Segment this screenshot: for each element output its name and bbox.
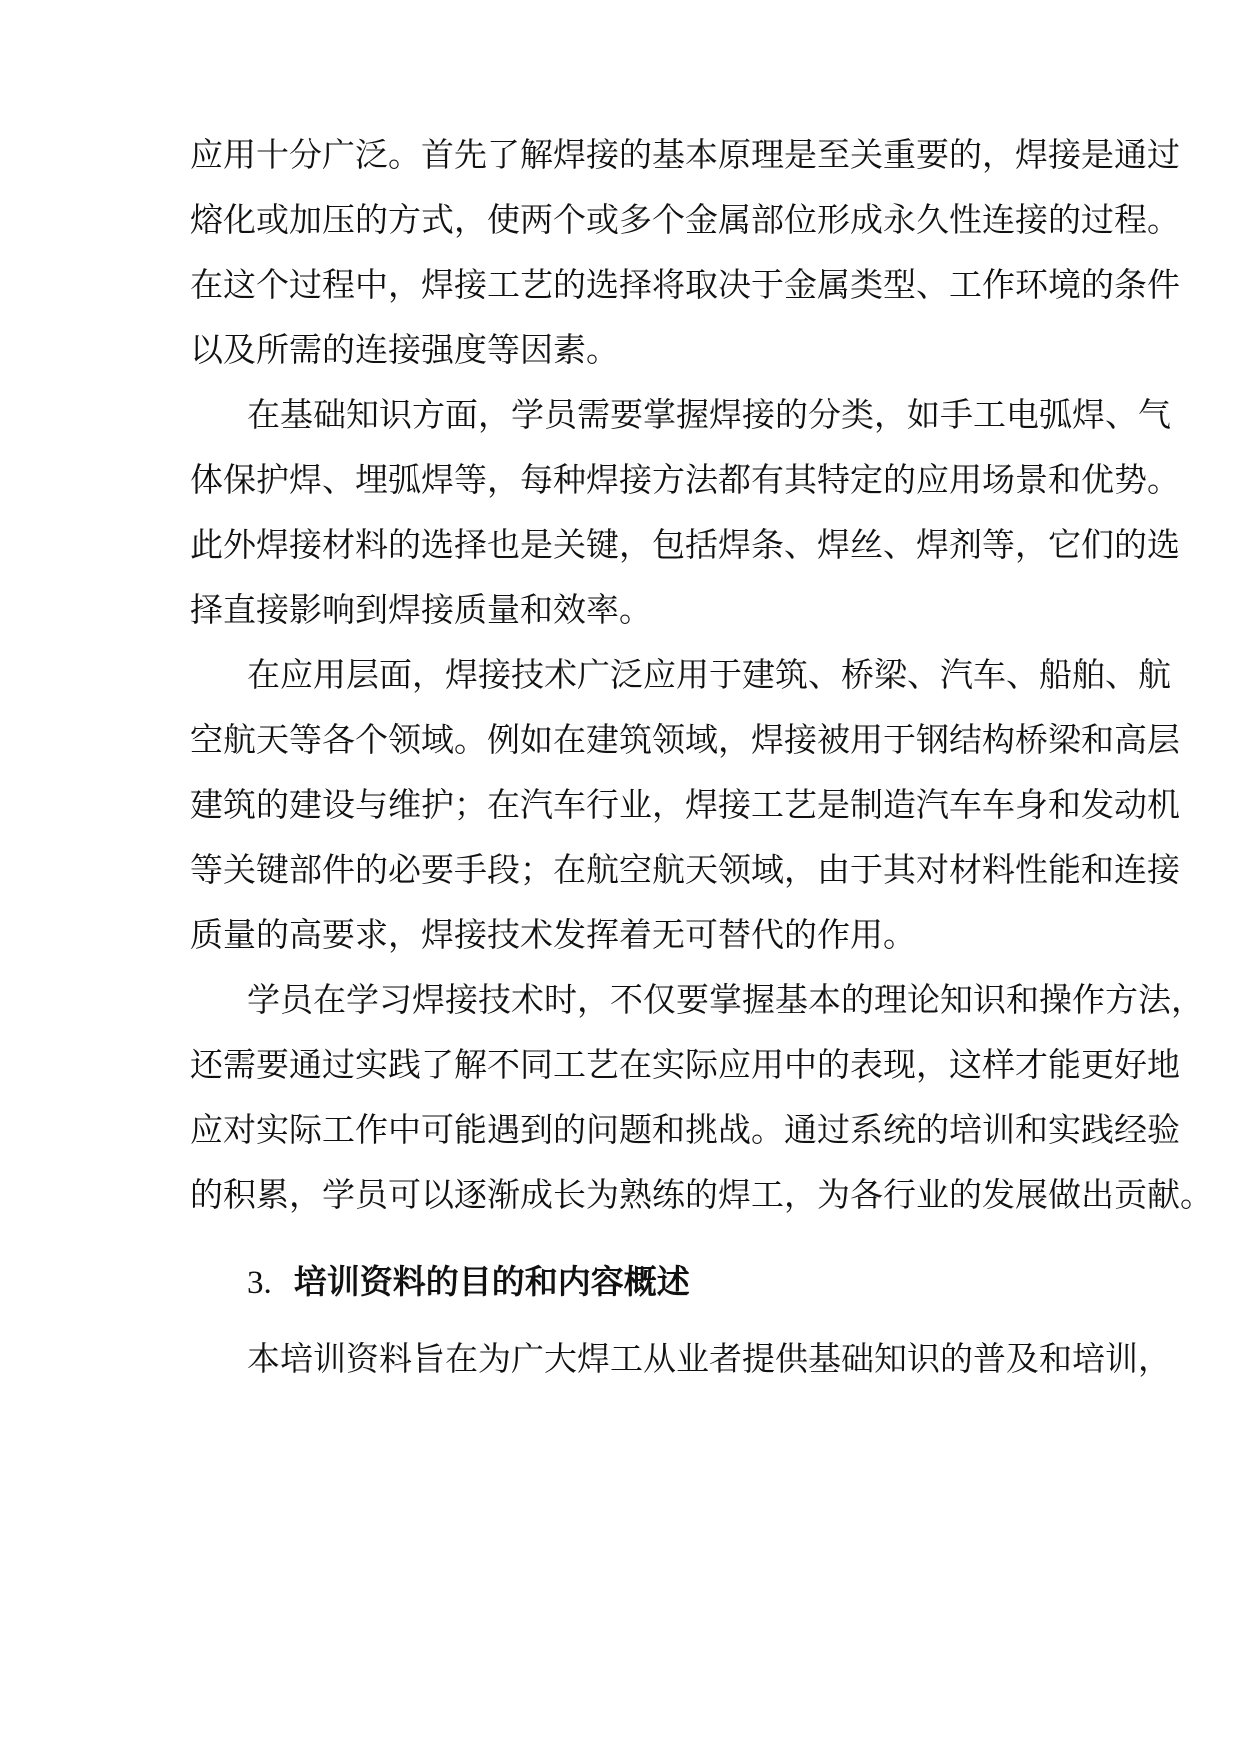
- paragraph-1-line-3: 在这个过程中，焊接工艺的选择将取决于金属类型、工作环境的条件: [190, 265, 1180, 304]
- paragraph-2-line-4: 择直接影响到焊接质量和效率。: [190, 590, 652, 629]
- section-title: 培训资料的目的和内容概述: [293, 1262, 690, 1301]
- paragraph-2-line-3: 此外焊接材料的选择也是关键，包括焊条、焊丝、焊剂等，它们的选: [190, 525, 1180, 564]
- paragraph-4-line-3: 应对实际工作中可能遇到的问题和挑战。通过系统的培训和实践经验: [190, 1110, 1180, 1149]
- section-number: 3.: [247, 1265, 272, 1301]
- paragraph-4-line-2: 还需要通过实践了解不同工艺在实际应用中的表现，这样才能更好地: [190, 1045, 1180, 1084]
- paragraph-3-line-2: 空航天等各个领域。例如在建筑领域，焊接被用于钢结构桥梁和高层: [190, 720, 1180, 759]
- paragraph-3-line-1: 在应用层面，焊接技术广泛应用于建筑、桥梁、汽车、船舶、航: [247, 655, 1171, 694]
- paragraph-1-line-1: 应用十分广泛。首先了解焊接的基本原理是至关重要的，焊接是通过: [190, 135, 1180, 174]
- paragraph-4-line-1: 学员在学习焊接技术时，不仅要掌握基本的理论知识和操作方法，: [247, 980, 1204, 1019]
- paragraph-1-line-4: 以及所需的连接强度等因素。: [190, 330, 619, 369]
- paragraph-2-line-2: 体保护焊、埋弧焊等，每种焊接方法都有其特定的应用场景和优势。: [190, 460, 1180, 499]
- paragraph-5-line-1: 本培训资料旨在为广大焊工从业者提供基础知识的普及和培训，: [247, 1339, 1171, 1378]
- paragraph-3-line-5: 质量的高要求，焊接技术发挥着无可替代的作用。: [190, 915, 916, 954]
- paragraph-1-line-2: 熔化或加压的方式，使两个或多个金属部位形成永久性连接的过程。: [190, 200, 1180, 239]
- paragraph-3-line-3: 建筑的建设与维护；在汽车行业，焊接工艺是制造汽车车身和发动机: [190, 785, 1180, 824]
- paragraph-3-line-4: 等关键部件的必要手段；在航空航天领域，由于其对材料性能和连接: [190, 850, 1180, 889]
- paragraph-2-line-1: 在基础知识方面，学员需要掌握焊接的分类，如手工电弧焊、气: [247, 395, 1171, 434]
- paragraph-4-line-4: 的积累，学员可以逐渐成长为熟练的焊工，为各行业的发展做出贡献。: [190, 1175, 1213, 1214]
- section-heading: [247, 1258, 690, 1306]
